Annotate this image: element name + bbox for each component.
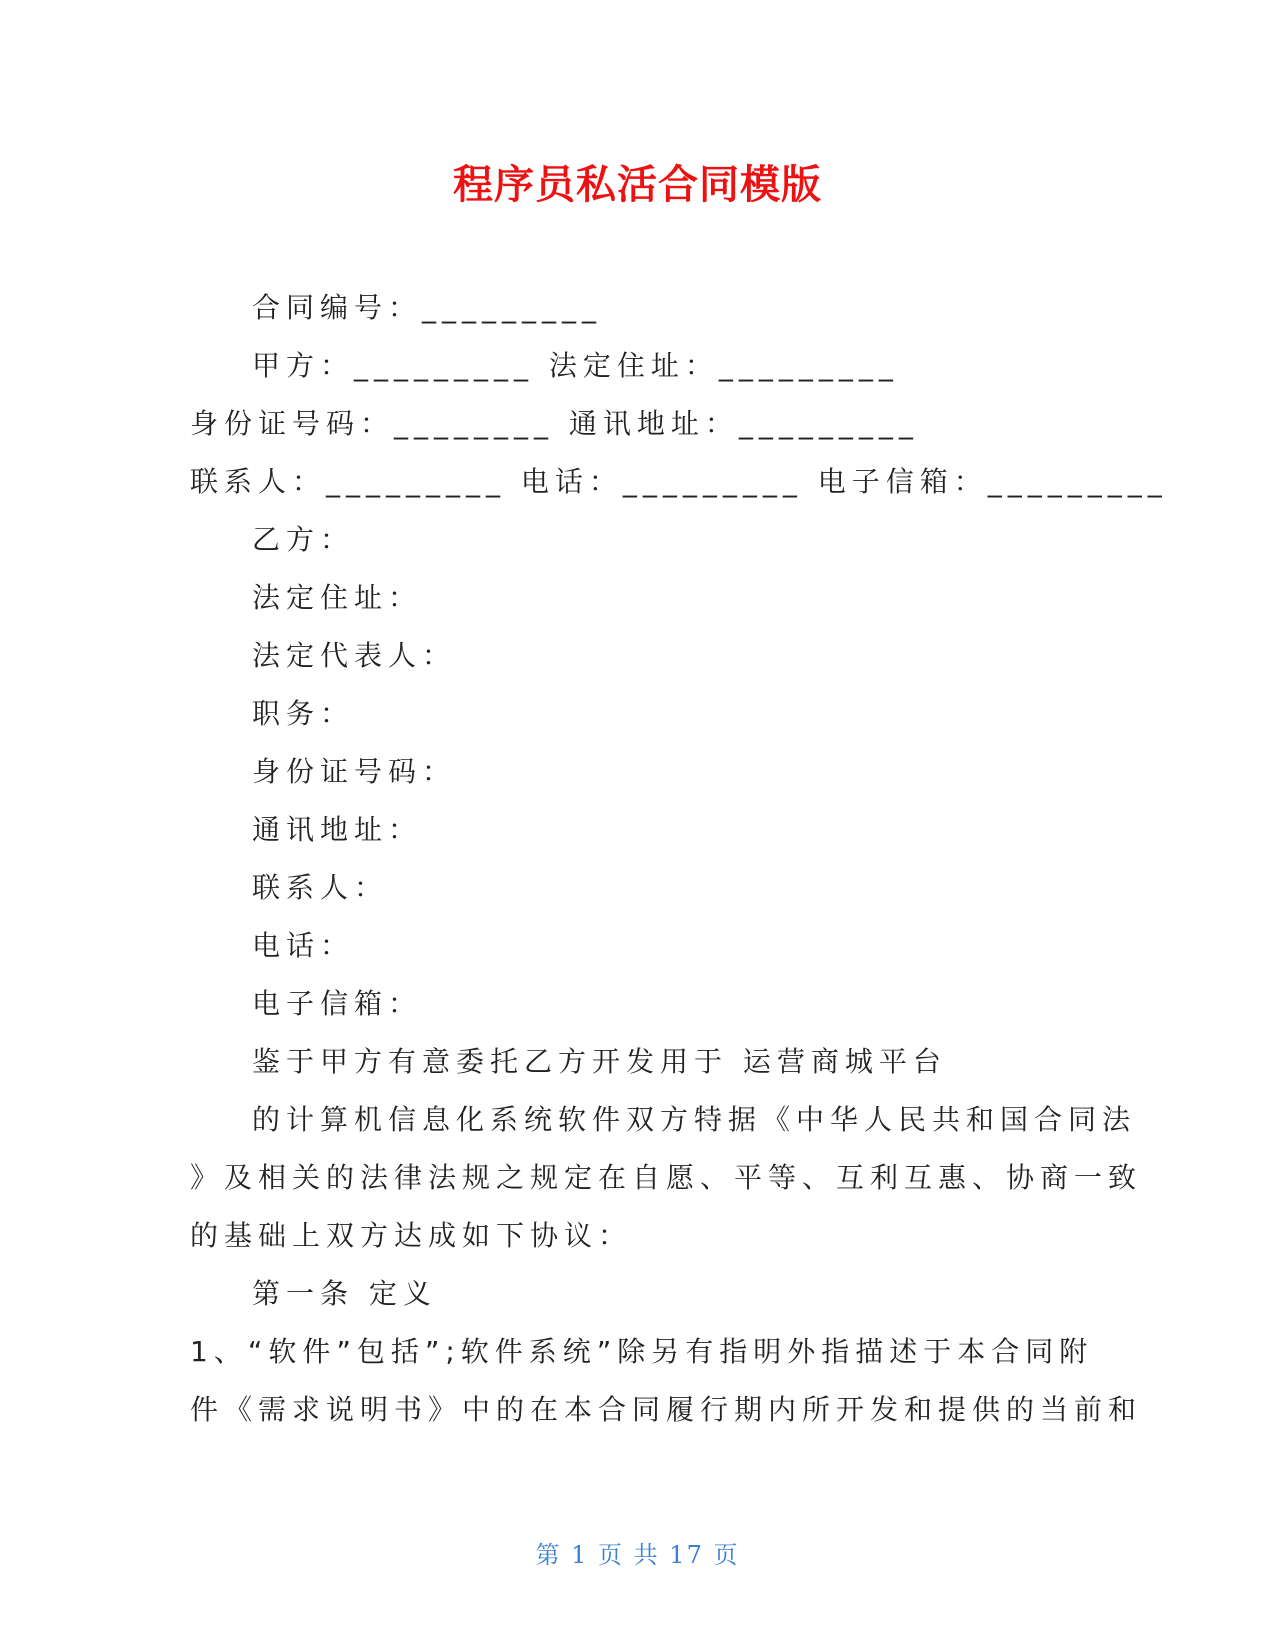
party-b-representative-line: 法定代表人：: [252, 639, 457, 672]
party-b-line: 乙方：: [252, 523, 355, 556]
party-b-mailing-address-line: 通讯地址：: [252, 813, 423, 846]
preamble-line-2: 的计算机信息化系统软件双方特据《中华人民共和国合同法: [252, 1103, 1137, 1136]
document-title: 程序员私活合同模版: [453, 162, 822, 208]
preamble-line-1: 鉴于甲方有意委托乙方开发用于 运营商城平台: [252, 1045, 947, 1078]
party-b-email-line: 电子信箱：: [252, 987, 423, 1020]
contract-number-line: 合同编号：_________: [252, 291, 603, 324]
page-number-footer: 第 1 页 共 17 页: [535, 1541, 740, 1569]
article-one-heading: 第一条 定义: [252, 1277, 437, 1310]
definition-line-1: 1、“软件”包括”;软件系统”除另有指明外指描述于本合同附: [190, 1335, 1094, 1368]
party-b-phone-line: 电话：: [252, 929, 355, 962]
party-b-id-line: 身份证号码：: [252, 755, 457, 788]
party-b-address-line: 法定住址：: [252, 581, 423, 614]
preamble-line-3: 》及相关的法律法规之规定在自愿、平等、互利互惠、协商一致: [190, 1161, 1143, 1194]
definition-line-2: 件《需求说明书》中的在本合同履行期内所开发和提供的当前和: [190, 1393, 1143, 1426]
party-b-position-line: 职务：: [252, 697, 355, 730]
party-a-id-line: 身份证号码：________ 通讯地址：_________: [190, 407, 919, 440]
preamble-line-4: 的基础上双方达成如下协议：: [190, 1219, 633, 1252]
party-a-contact-line: 联系人：_________ 电话：_________ 电子信箱：_________: [190, 465, 1168, 498]
party-a-line: 甲方：_________ 法定住址：_________: [252, 349, 899, 382]
party-b-contact-line: 联系人：: [252, 871, 389, 904]
